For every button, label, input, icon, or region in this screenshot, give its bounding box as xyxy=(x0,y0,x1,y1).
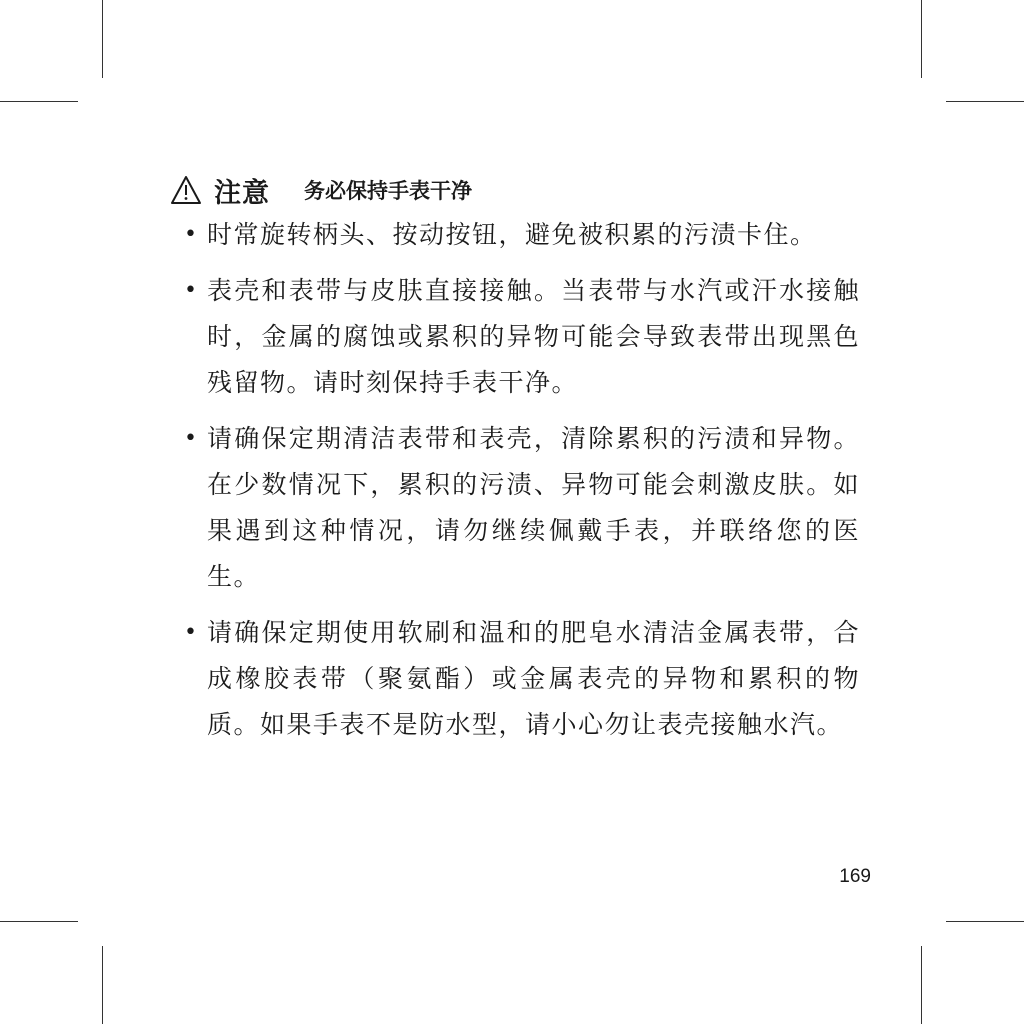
bullet-icon: • xyxy=(184,222,199,247)
section-heading xyxy=(170,170,472,210)
caution-list xyxy=(180,212,860,758)
crop-mark-top-right-vertical xyxy=(921,0,922,78)
list-item-text: 请确保定期清洁表带和表壳，清除累积的污渍和异物。在少数情况下，累积的污渍、异物可能会刺激皮肤。如果遇到这种情况，请勿继续佩戴手表，并联络您的医生。 xyxy=(207,424,860,591)
bullet-icon: • xyxy=(184,278,199,303)
list-item-text: 表壳和表带与皮肤直接接触。当表带与水汽或汗水接触时，金属的腐蚀或累积的异物可能会导致表带出现黑色残留物。请时刻保持手表干净。 xyxy=(207,276,860,397)
crop-mark-bottom-left-vertical xyxy=(102,946,103,1024)
list-item xyxy=(180,268,860,406)
warning-triangle-icon xyxy=(170,175,202,205)
crop-mark-top-left-horizontal xyxy=(0,101,78,102)
list-item xyxy=(180,610,860,748)
crop-mark-bottom-right-vertical xyxy=(921,946,922,1024)
crop-mark-top-left-vertical xyxy=(102,0,103,78)
crop-mark-top-right-horizontal xyxy=(946,101,1024,102)
page-number: 169 xyxy=(839,866,871,887)
list-item-text: 时常旋转柄头、按动按钮，避免被积累的污渍卡住。 xyxy=(207,220,817,249)
list-item xyxy=(180,212,860,258)
crop-mark-bottom-left-horizontal xyxy=(0,921,78,922)
crop-mark-bottom-right-horizontal xyxy=(946,921,1024,922)
bullet-icon: • xyxy=(184,620,199,645)
list-item xyxy=(180,416,860,600)
list-item-text: 请确保定期使用软刷和温和的肥皂水清洁金属表带，合成橡胶表带（聚氨酯）或金属表壳的异物和累积的物质。如果手表不是防水型，请小心勿让表壳接触水汽。 xyxy=(207,618,860,739)
caution-label: 注意 xyxy=(214,177,270,209)
bullet-icon: • xyxy=(184,426,199,451)
section-title: 务必保持手表干净 xyxy=(304,179,472,203)
